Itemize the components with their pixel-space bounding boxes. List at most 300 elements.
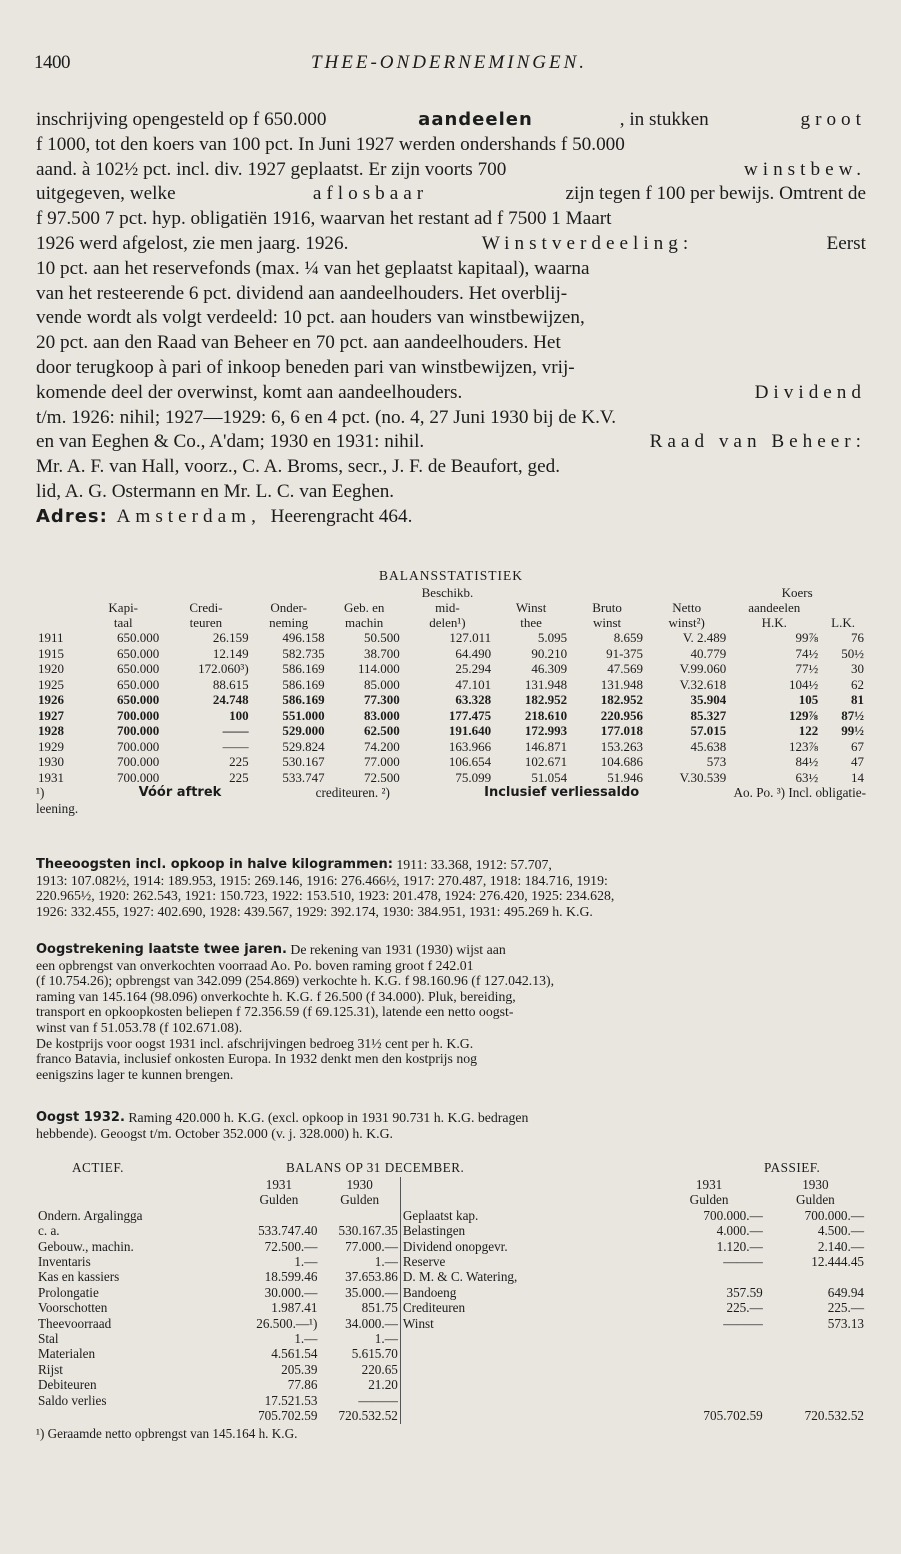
value-cell: 100 — [229, 707, 249, 723]
value-cell: 50½ — [841, 645, 864, 661]
liability-1931: 1.120.— — [716, 1238, 763, 1254]
liability-1931 — [653, 1269, 764, 1284]
text-segment: winst van f 51.053.78 (f 102.671.08). — [36, 1019, 243, 1035]
statistics-header-row — [36, 600, 866, 615]
blank-cell — [400, 1177, 653, 1192]
value-cell: 700.000 — [116, 707, 160, 723]
liability-1930 — [765, 1331, 866, 1346]
column-header: delen¹) — [429, 615, 466, 630]
footnote-segment: Ao. Po. ³) Incl. obligatie- — [733, 785, 866, 800]
value-cell: 146.871 — [524, 738, 568, 754]
column-header — [645, 585, 728, 600]
value-cell: 8.659 — [613, 630, 643, 645]
value-cell: 50.500 — [364, 630, 400, 645]
year-header: Gulden — [259, 1192, 299, 1208]
balance-row — [36, 1331, 866, 1346]
asset-1930: 35.000.— — [345, 1284, 398, 1300]
asset-1931: 72.500.— — [264, 1238, 318, 1254]
assets-heading: ACTIEF. — [72, 1160, 124, 1175]
value-cell: 67 — [851, 738, 864, 754]
value-cell: 551.000 — [282, 707, 325, 723]
year-header: 1930 — [802, 1177, 829, 1192]
asset-label: Gebouw., machin. — [38, 1238, 134, 1254]
value-cell: 51.946 — [607, 769, 643, 785]
balance-footnote: ¹) Geraamde netto opbrengst van 145.164 h. K.G. — [36, 1425, 298, 1441]
text-segment: 220.965½, 1920: 262.543, 1921: 150.723, 1922: 153.510, 1923: 201.478, 1924: 276.420, 1925: 234.628, — [36, 888, 615, 904]
balance-row — [36, 1254, 866, 1269]
statistics-header-row — [36, 585, 866, 600]
asset-label: Kas en kassiers — [38, 1269, 120, 1285]
value-cell: 99½ — [841, 723, 864, 738]
total-assets-1931: 705.702.59 — [258, 1408, 318, 1424]
text-line — [36, 158, 866, 183]
value-cell: 76 — [851, 630, 864, 645]
text-segment: eenigszins lager te kunnen brengen. — [36, 1066, 234, 1082]
asset-1931: 30.000.— — [264, 1284, 318, 1300]
statistics-row — [36, 754, 866, 770]
liability-label — [400, 1331, 653, 1346]
balance-row — [36, 1377, 866, 1392]
column-header — [820, 600, 866, 615]
value-cell: 220.956 — [600, 707, 643, 723]
paragraph-heading: Oogstrekening laatste twee jaren. — [36, 942, 287, 957]
text-line — [36, 406, 866, 431]
text-segment: hebbende). Geoogst t/m. October 352.000 (v. j. 328.000) h. K.G. — [36, 1125, 393, 1141]
asset-1930: 5.615.70 — [351, 1346, 398, 1362]
value-cell: 91-375 — [606, 645, 643, 661]
balance-row — [36, 1239, 866, 1254]
text-segment: 1926: 332.455, 1927: 402.690, 1928: 439.567, 1929: 392.174, 1930: 384.951, 1931: 495.269 h. K.G. — [36, 903, 593, 919]
value-cell: 700.000 — [116, 754, 160, 769]
statistics-row — [36, 770, 866, 786]
text-line — [36, 381, 866, 406]
footnote-line — [36, 785, 866, 801]
balance-header-row — [36, 1192, 866, 1207]
value-cell: 191.640 — [448, 723, 492, 738]
balance-row — [36, 1393, 866, 1408]
year-cell: 1925 — [38, 676, 64, 692]
text-segment: Amsterdam, — [107, 505, 271, 527]
value-cell: 153.263 — [600, 738, 643, 754]
value-cell: 177.018 — [600, 723, 643, 738]
asset-1930: ——— — [358, 1392, 398, 1408]
value-cell: 40.779 — [690, 645, 727, 661]
column-header — [161, 585, 250, 600]
column-header — [327, 585, 402, 600]
column-header: L.K. — [831, 615, 856, 630]
value-cell: V.32.618 — [679, 676, 727, 692]
asset-label: Materialen — [38, 1346, 96, 1362]
value-cell: 26.159 — [212, 630, 249, 645]
page-header — [34, 52, 864, 80]
value-cell: 47.569 — [607, 661, 643, 676]
liability-label: Bandoeng — [400, 1285, 653, 1300]
value-cell: 85.327 — [690, 707, 727, 723]
value-cell: 25.294 — [455, 661, 492, 676]
harvest-1932-paragraph — [36, 1110, 866, 1141]
text-line — [36, 873, 866, 889]
year-header: Gulden — [689, 1192, 729, 1208]
text-line — [36, 1036, 866, 1052]
year-cell: 1930 — [38, 754, 64, 769]
statistics-footnotes — [36, 785, 866, 816]
value-cell: 529.000 — [282, 723, 325, 738]
balance-row — [36, 1223, 866, 1238]
liability-1930: 2.140.— — [817, 1238, 864, 1254]
text-segment: Raming 420.000 h. K.G. (excl. opkoop in 1931 90.731 h. K.G. bedragen — [124, 1110, 529, 1125]
total-assets-1930: 720.532.52 — [338, 1408, 398, 1424]
liability-label — [400, 1346, 653, 1361]
statistics-row — [36, 708, 866, 724]
asset-1930: 34.000.— — [345, 1315, 398, 1331]
blank-cell — [36, 1408, 238, 1423]
asset-1931: 77.86 — [287, 1377, 318, 1393]
column-header: neming — [269, 615, 309, 630]
blank-cell — [36, 1177, 238, 1192]
text-segment: vende wordt als volgt verdeeld: 10 pct. aan houders van winstbewijzen, — [36, 307, 585, 329]
balance-totals-row — [36, 1408, 866, 1423]
liability-1931: ——— — [723, 1254, 763, 1270]
text-segment: winstbew. — [743, 158, 866, 180]
value-cell: 122 — [798, 723, 819, 738]
liability-label — [400, 1377, 653, 1392]
footnote-segment: ¹) — [36, 785, 45, 800]
value-cell: 35.904 — [690, 692, 727, 707]
text-segment: aand. à 102½ pct. incl. div. 1927 geplaatst. Er zijn voorts 700 — [36, 158, 512, 180]
text-line — [36, 455, 866, 480]
value-cell: 14 — [851, 769, 864, 785]
value-cell: 225 — [229, 769, 249, 785]
value-cell: 218.610 — [524, 707, 568, 723]
column-header — [85, 585, 161, 600]
column-header — [493, 585, 569, 600]
footnote-segment: Inclusief verliessaldo — [484, 785, 640, 800]
company-description — [36, 108, 866, 530]
text-line — [36, 1020, 866, 1036]
text-line — [36, 857, 866, 873]
liability-1931 — [653, 1362, 764, 1377]
asset-1931: 533.747.40 — [258, 1223, 318, 1239]
liability-1931: 700.000.— — [703, 1207, 763, 1223]
liability-1931 — [653, 1346, 764, 1361]
asset-1931 — [238, 1208, 319, 1223]
asset-1931: 17.521.53 — [264, 1392, 318, 1408]
asset-label: Voorschotten — [38, 1300, 108, 1316]
value-cell: 177.475 — [448, 707, 492, 723]
value-cell: 63.328 — [455, 692, 492, 707]
liability-1931 — [653, 1377, 764, 1392]
asset-label: Inventaris — [38, 1254, 91, 1270]
value-cell: V.30.539 — [679, 769, 727, 785]
statistics-table — [36, 585, 866, 785]
column-header: machin — [345, 615, 384, 630]
value-cell: 90.210 — [531, 645, 568, 661]
text-segment: (f 10.754.26); opbrengst van 342.099 (254.869) verkochte h. K.G. f 98.160.96 (f 127.042.13), — [36, 973, 555, 989]
text-line — [36, 207, 866, 232]
text-segment: franco Batavia, inclusief onkosten Europa. In 1932 denkt men den kostprijs nog — [36, 1051, 478, 1067]
value-cell: 57.015 — [690, 723, 727, 738]
asset-label: Rijst — [38, 1361, 63, 1377]
liability-label: Dividend onopgevr. — [400, 1239, 653, 1254]
value-cell: —— — [222, 723, 249, 738]
asset-label: Saldo verlies — [38, 1392, 107, 1408]
liability-label: Geplaatst kap. — [400, 1208, 653, 1223]
year-header: 1931 — [265, 1177, 293, 1192]
asset-1930: 77.000.— — [345, 1238, 398, 1254]
value-cell: 114.000 — [357, 661, 400, 676]
asset-1931: 1.— — [294, 1331, 318, 1347]
liability-1931: 4.000.— — [716, 1223, 763, 1239]
text-segment: een opbrengst van onverkochten voorraad Ao. Po. boven raming groot f 242.01 — [36, 957, 474, 973]
text-segment: Eerst — [821, 232, 866, 254]
column-header: Winst — [515, 600, 547, 615]
value-cell: 102.671 — [524, 754, 568, 769]
text-line — [36, 133, 866, 158]
column-header — [569, 585, 645, 600]
value-cell: —— — [222, 738, 249, 754]
value-cell: 99⅞ — [795, 630, 819, 645]
year-cell: 1915 — [38, 645, 64, 661]
paragraph-heading: Theeoogsten incl. opkoop in halve kilogrammen: — [36, 857, 393, 872]
text-line — [36, 232, 866, 257]
text-line — [36, 1004, 866, 1020]
text-line — [36, 505, 866, 530]
value-cell: 72.500 — [364, 769, 400, 785]
statistics-header-row — [36, 615, 866, 630]
liability-label: Belastingen — [400, 1223, 653, 1238]
value-cell: 533.747 — [282, 769, 325, 785]
footnote-segment: crediteuren. ²) — [315, 785, 390, 800]
column-header: Beschikb. — [421, 585, 474, 600]
value-cell: 51.054 — [531, 769, 568, 785]
text-segment: van het resteerende 6 pct. dividend aan aandeelhouders. Het overblij- — [36, 282, 568, 304]
value-cell: 700.000 — [116, 738, 160, 754]
text-line — [36, 989, 866, 1005]
balance-row — [36, 1316, 866, 1331]
column-header: thee — [520, 615, 542, 630]
value-cell: 106.654 — [448, 754, 492, 769]
liability-1930 — [765, 1269, 866, 1284]
value-cell: 74½ — [795, 645, 819, 661]
balance-title: BALANS OP 31 DECEMBER. — [286, 1160, 465, 1175]
value-cell: 81 — [851, 692, 864, 707]
liability-1930 — [765, 1393, 866, 1408]
value-cell: 5.095 — [537, 630, 568, 645]
text-segment: De rekening van 1931 (1930) wijst aan — [286, 942, 506, 957]
liability-label: Crediteuren — [400, 1300, 653, 1315]
liability-1930 — [765, 1346, 866, 1361]
text-line — [36, 356, 866, 381]
value-cell: 104½ — [788, 676, 819, 692]
value-cell: 530.167 — [282, 754, 325, 769]
total-liabilities-1931: 705.702.59 — [703, 1408, 763, 1424]
total-liabilities-1930: 720.532.52 — [804, 1408, 864, 1424]
statistics-row — [36, 661, 866, 677]
liability-1930: 573.13 — [827, 1315, 864, 1331]
asset-1931: 4.561.54 — [271, 1346, 318, 1362]
text-line — [36, 182, 866, 207]
text-segment: aflosbaar — [312, 183, 429, 205]
balance-row — [36, 1362, 866, 1377]
liability-1930: 12.444.45 — [811, 1254, 864, 1270]
blank-cell — [400, 1408, 653, 1423]
column-header: teuren — [189, 615, 223, 630]
column-header: H.K. — [761, 615, 787, 630]
asset-1930: 21.20 — [368, 1377, 398, 1393]
statistics-row — [36, 723, 866, 739]
value-cell: 582.735 — [282, 645, 325, 661]
asset-1930: 1.— — [374, 1331, 398, 1347]
balance-row — [36, 1300, 866, 1315]
liability-1930: 700.000.— — [804, 1207, 864, 1223]
column-header: winst²) — [668, 615, 705, 630]
text-line — [36, 888, 866, 904]
value-cell: 496.158 — [282, 630, 325, 645]
text-line — [36, 480, 866, 505]
value-cell: 88.615 — [212, 676, 249, 692]
text-line — [36, 1051, 866, 1067]
balance-sheet — [36, 1160, 866, 1441]
column-header: Bruto — [592, 600, 622, 615]
balance-statistics — [36, 568, 866, 816]
column-header: winst — [592, 615, 622, 630]
statistics-row — [36, 739, 866, 755]
asset-1930: 1.— — [374, 1254, 398, 1270]
text-line — [36, 331, 866, 356]
text-segment: t/m. 1926: nihil; 1927—1929: 6, 6 en 4 pct. (no. 4, 27 Juni 1930 bij de K.V. — [36, 406, 617, 428]
balance-row — [36, 1346, 866, 1361]
text-line — [36, 430, 866, 455]
text-segment: 10 pct. aan het reservefonds (max. ¼ van het geplaatst kapitaal), waarna — [36, 257, 590, 279]
asset-1930: 851.75 — [361, 1300, 398, 1316]
asset-1930 — [319, 1208, 400, 1223]
text-segment: 1926 werd afgelost, zie men jaarg. 1926. — [36, 232, 354, 254]
text-line — [36, 942, 866, 958]
harvest-account-paragraph — [36, 942, 866, 1082]
text-segment: lid, A. G. Ostermann en Mr. L. C. van Eeghen. — [36, 480, 395, 502]
year-cell: 1927 — [38, 707, 64, 723]
column-header — [36, 615, 85, 630]
text-line — [36, 282, 866, 307]
value-cell: 47.101 — [455, 676, 492, 692]
column-header: Onder- — [270, 600, 307, 615]
liability-label — [400, 1393, 653, 1408]
blank-cell — [36, 1192, 238, 1207]
text-segment: komende deel der overwinst, komt aan aandeelhouders. — [36, 381, 468, 403]
value-cell: 74.200 — [364, 738, 400, 754]
column-header: Netto — [672, 600, 702, 615]
text-segment: inschrijving opengesteld op f 650.000 — [36, 109, 332, 130]
liability-1931: 357.59 — [726, 1284, 763, 1300]
footnote-segment: leening. — [36, 800, 79, 816]
liability-1930 — [765, 1377, 866, 1392]
statistics-row — [36, 630, 866, 646]
value-cell: 12.149 — [212, 645, 249, 661]
value-cell: 650.000 — [116, 630, 160, 645]
value-cell: 38.700 — [364, 645, 400, 661]
value-cell: 30 — [851, 661, 864, 676]
value-cell: 63½ — [795, 769, 819, 785]
text-segment: door terugkoop à pari of inkoop beneden pari van winstbewijzen, vrij- — [36, 356, 575, 378]
paragraph-heading: Oogst 1932. — [36, 1110, 125, 1125]
value-cell: 62 — [851, 676, 864, 692]
balance-row — [36, 1269, 866, 1284]
liability-label — [400, 1362, 653, 1377]
asset-label: Debiteuren — [38, 1377, 97, 1393]
text-segment: Raad van Beheer: — [649, 431, 866, 453]
value-cell: 586.169 — [282, 676, 325, 692]
text-segment: Adres: — [36, 505, 108, 527]
value-cell: 84½ — [795, 754, 819, 769]
text-segment: f 97.500 7 pct. hyp. obligatiën 1916, waarvan het restant ad f 7500 1 Maart — [36, 208, 612, 230]
statistics-row — [36, 646, 866, 662]
column-header — [251, 585, 327, 600]
year-cell: 1929 — [38, 738, 64, 754]
asset-1930: 220.65 — [361, 1361, 398, 1377]
statistics-row — [36, 677, 866, 693]
liability-label: D. M. & C. Watering, — [400, 1269, 653, 1284]
page-number: 1400 — [34, 52, 70, 73]
text-segment: zijn tegen f 100 per bewijs. Omtrent de — [560, 183, 866, 205]
value-cell: 46.309 — [531, 661, 568, 676]
column-header: taal — [113, 615, 133, 630]
value-cell: 77.000 — [364, 754, 400, 769]
year-cell: 1931 — [38, 769, 64, 785]
value-cell: 700.000 — [116, 723, 160, 738]
text-segment: 1911: 33.368, 1912: 57.707, — [392, 857, 552, 872]
text-segment: Dividend — [754, 381, 866, 403]
value-cell: 700.000 — [116, 769, 160, 785]
text-segment: raming van 145.164 (98.096) onverkochte h. K.G. f 26.500 (f 34.000). Pluk, bereiding, — [36, 988, 516, 1004]
column-header: aandeelen — [748, 600, 801, 615]
column-header: mid- — [435, 600, 460, 615]
liabilities-heading: PASSIEF. — [764, 1160, 821, 1175]
asset-1931: 1.987.41 — [271, 1300, 318, 1316]
value-cell: 64.490 — [455, 645, 492, 661]
value-cell: 131.948 — [524, 676, 568, 692]
balance-row — [36, 1208, 866, 1223]
value-cell: 62.500 — [364, 723, 400, 738]
value-cell: 586.169 — [282, 661, 325, 676]
year-cell: 1928 — [38, 723, 64, 738]
text-line — [36, 108, 866, 133]
asset-1931: 26.500.—¹) — [256, 1315, 318, 1331]
column-header: Geb. en — [343, 600, 385, 615]
liability-label: Winst — [400, 1316, 653, 1331]
year-cell: 1926 — [38, 692, 64, 707]
balance-header-row — [36, 1177, 866, 1192]
year-header: Gulden — [795, 1192, 835, 1208]
text-segment: aandeelen — [418, 109, 533, 130]
liability-1930: 4.500.— — [817, 1223, 864, 1239]
text-line — [36, 1126, 866, 1142]
text-segment: , in stukken — [619, 109, 714, 130]
asset-1931: 18.599.46 — [264, 1269, 318, 1285]
text-line — [36, 257, 866, 282]
value-cell: 45.638 — [690, 738, 727, 754]
text-line — [36, 973, 866, 989]
value-cell: 129⅞ — [788, 707, 819, 723]
value-cell: 172.993 — [524, 723, 568, 738]
value-cell: 104.686 — [600, 754, 643, 769]
value-cell: 85.000 — [364, 676, 400, 692]
value-cell: 225 — [229, 754, 249, 769]
text-segment: en van Eeghen & Co., A'dam; 1930 en 1931: nihil. — [36, 431, 430, 453]
column-header: Kapi- — [108, 600, 139, 615]
asset-label: Ondern. Argalingga — [38, 1207, 143, 1223]
value-cell: 573 — [706, 754, 727, 769]
text-segment: Mr. A. F. van Hall, voorz., C. A. Broms, secr., J. F. de Beaufort, ged. — [36, 456, 560, 478]
